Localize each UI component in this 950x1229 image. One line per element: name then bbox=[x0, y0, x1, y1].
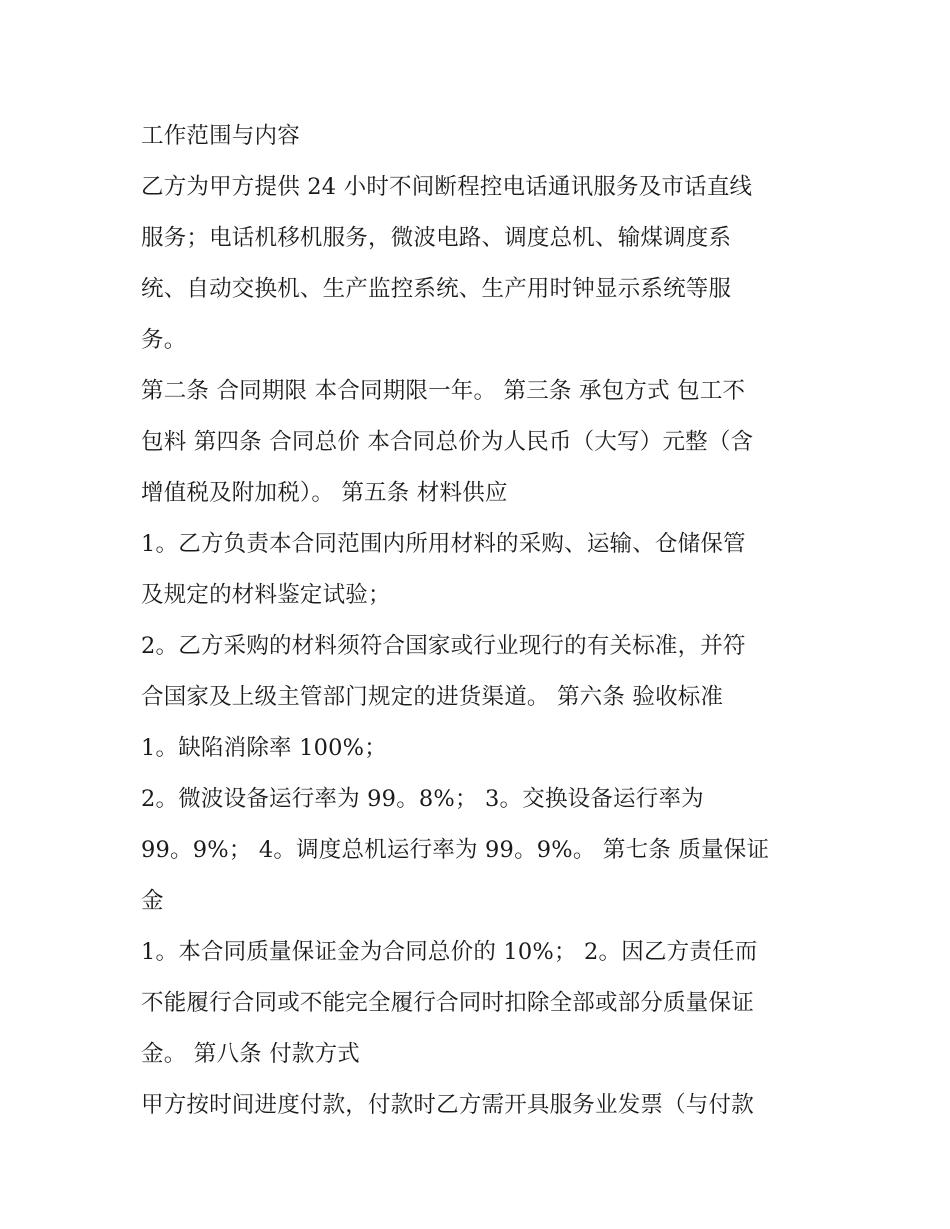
text-line: 包料 第四条 合同总价 本合同总价为人民币（大写）元整（含 bbox=[141, 429, 754, 455]
text-line: 1。本合同质量保证金为合同总价的 10%； 2。因乙方责任而 bbox=[141, 939, 758, 965]
text-line: 甲方按时间进度付款，付款时乙方需开具服务业发票（与付款 bbox=[141, 1092, 754, 1118]
text-line: 金 bbox=[141, 888, 164, 914]
text-line: 2。乙方采购的材料须符合国家或行业现行的有关标准，并符 bbox=[141, 633, 746, 659]
text-line: 99。9%； 4。调度总机运行率为 99。9%。 第七条 质量保证 bbox=[141, 837, 770, 863]
text-line: 统、自动交换机、生产监控系统、生产用时钟显示系统等服 bbox=[141, 276, 732, 302]
text-line: 1。乙方负责本合同范围内所用材料的采购、运输、仓储保管 bbox=[141, 531, 746, 557]
text-line: 2。微波设备运行率为 99。8%； 3。交换设备运行率为 bbox=[141, 786, 704, 812]
text-line: 第二条 合同期限 本合同期限一年。 第三条 承包方式 包工不 bbox=[141, 378, 746, 404]
text-line: 务。 bbox=[141, 327, 187, 353]
text-line: 服务；电话机移机服务，微波电路、调度总机、输煤调度系 bbox=[141, 225, 732, 251]
text-line: 不能履行合同或不能完全履行合同时扣除全部或部分质量保证 bbox=[141, 990, 754, 1016]
text-line: 1。缺陷消除率 100%； bbox=[141, 735, 387, 761]
section-heading: 工作范围与内容 bbox=[141, 123, 300, 149]
document-body bbox=[141, 111, 821, 1131]
text-line: 增值税及附加税）。 第五条 材料供应 bbox=[141, 480, 508, 506]
text-line: 合国家及上级主管部门规定的进货渠道。 第六条 验收标准 bbox=[141, 684, 724, 710]
text-line: 金。 第八条 付款方式 bbox=[141, 1041, 361, 1067]
text-line: 乙方为甲方提供 24 小时不间断程控电话通讯服务及市话直线 bbox=[141, 174, 753, 200]
text-line: 及规定的材料鉴定试验； bbox=[141, 582, 391, 608]
